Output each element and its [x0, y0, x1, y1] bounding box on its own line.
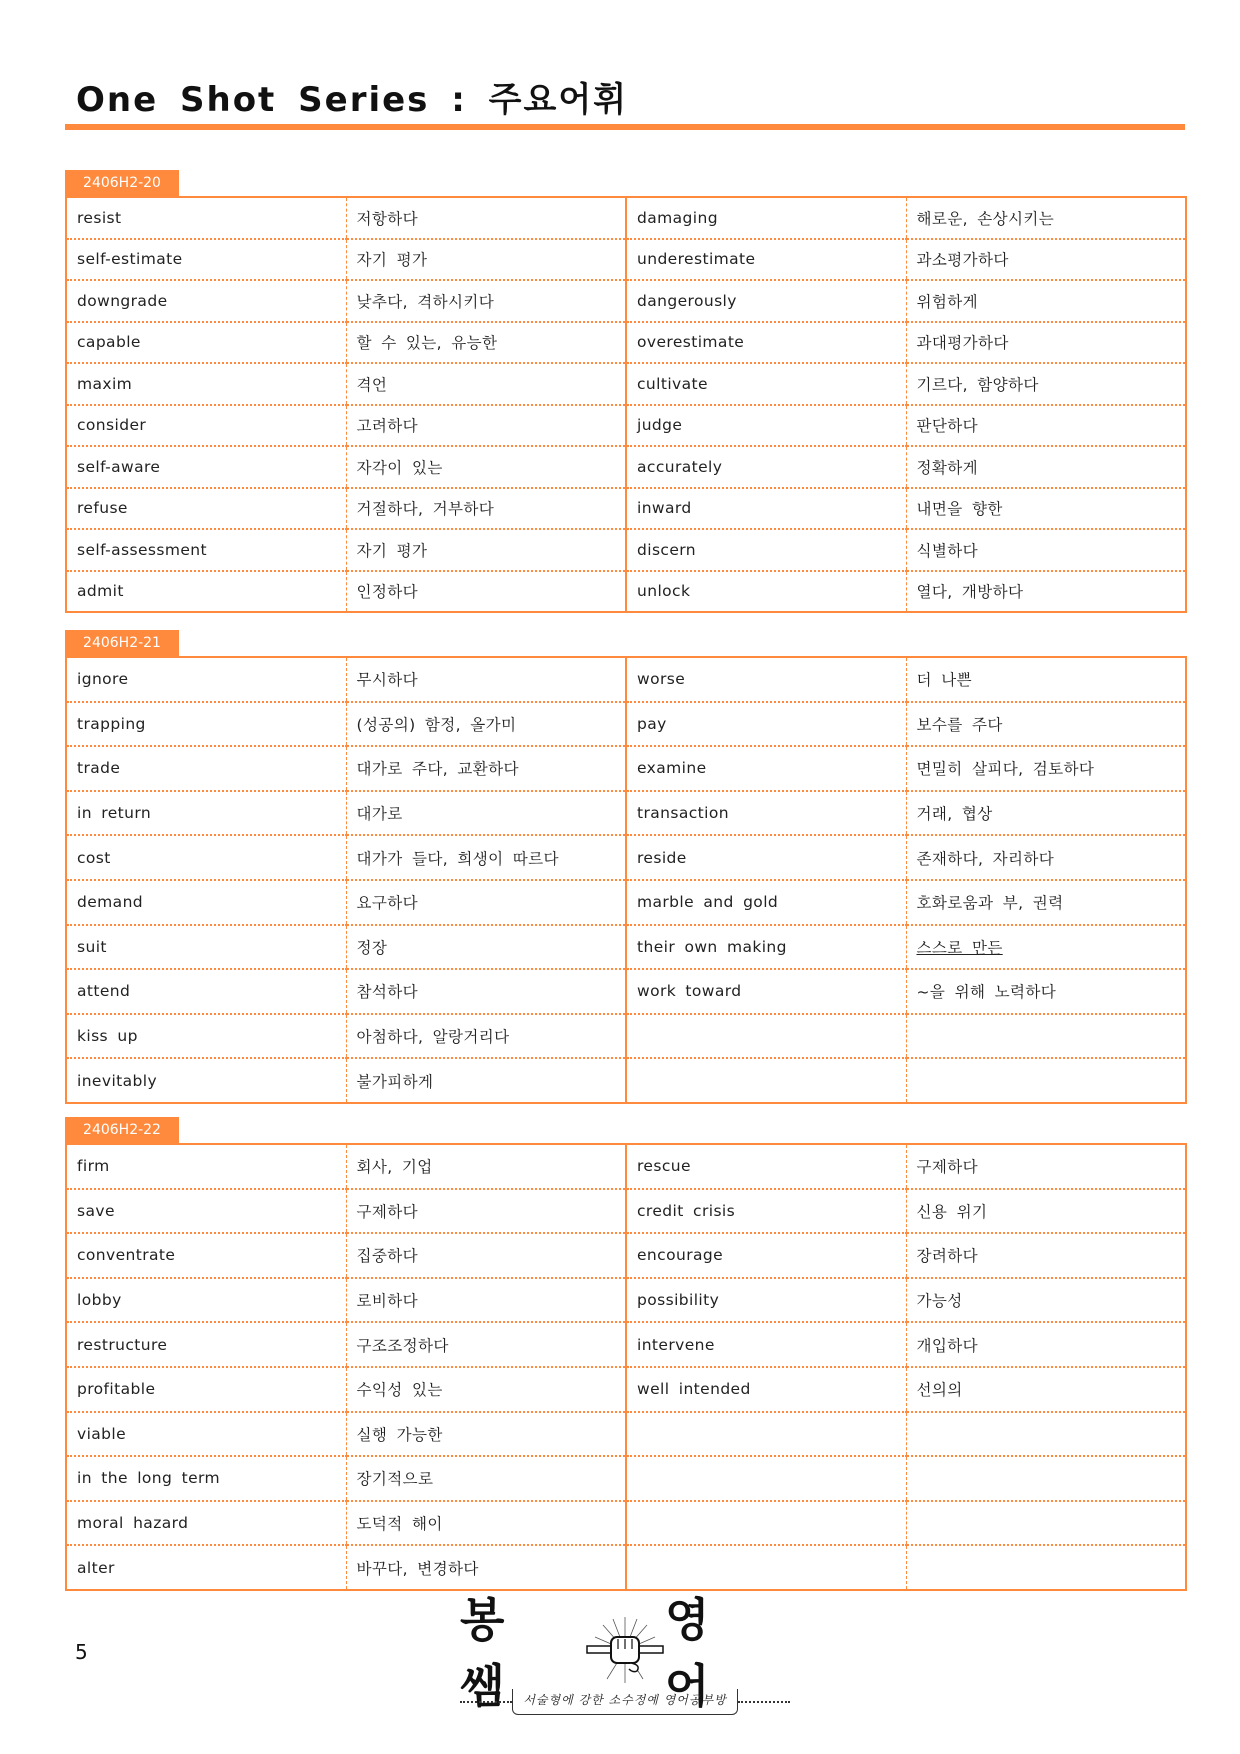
english-term: resist [66, 197, 346, 239]
korean-meaning: 로비하다 [346, 1278, 626, 1323]
table-row [66, 925, 1186, 970]
english-term: encourage [626, 1233, 906, 1278]
korean-meaning [906, 1014, 1186, 1059]
korean-meaning: 구제하다 [346, 1189, 626, 1234]
table-row [66, 1233, 1186, 1278]
korean-meaning: 가능성 [906, 1278, 1186, 1323]
korean-meaning: 할 수 있는, 유능한 [346, 322, 626, 364]
english-term: maxim [66, 363, 346, 405]
english-term: dangerously [626, 280, 906, 322]
english-term: refuse [66, 488, 346, 530]
korean-meaning: 구제하다 [906, 1144, 1186, 1189]
fist-pen-icon [585, 1615, 665, 1685]
english-term: self-estimate [66, 239, 346, 281]
english-term [626, 1412, 906, 1457]
english-term: attend [66, 969, 346, 1014]
korean-meaning: 요구하다 [346, 880, 626, 925]
english-term: suit [66, 925, 346, 970]
english-term: trade [66, 746, 346, 791]
korean-meaning: 도덕적 해이 [346, 1501, 626, 1546]
table-row [66, 405, 1186, 447]
table-row [66, 446, 1186, 488]
table-row [66, 1501, 1186, 1546]
english-term: underestimate [626, 239, 906, 281]
korean-meaning: 격언 [346, 363, 626, 405]
table-row [66, 197, 1186, 239]
vocab-section [65, 630, 1185, 1104]
english-term [626, 1058, 906, 1103]
korean-meaning [906, 1412, 1186, 1457]
english-term: cultivate [626, 363, 906, 405]
brand-logo [460, 1593, 790, 1725]
english-term: discern [626, 529, 906, 571]
english-term: in the long term [66, 1456, 346, 1501]
english-term: work toward [626, 969, 906, 1014]
korean-meaning: 식별하다 [906, 529, 1186, 571]
table-row [66, 1189, 1186, 1234]
korean-meaning: 대가로 [346, 791, 626, 836]
korean-meaning: 장기적으로 [346, 1456, 626, 1501]
korean-meaning: 더 나쁜 [906, 657, 1186, 702]
korean-meaning: 아첨하다, 알랑거리다 [346, 1014, 626, 1059]
english-term: self-assessment [66, 529, 346, 571]
english-term: save [66, 1189, 346, 1234]
english-term: downgrade [66, 280, 346, 322]
korean-meaning: 구조조정하다 [346, 1322, 626, 1367]
korean-meaning: 해로운, 손상시키는 [906, 197, 1186, 239]
table-row [66, 571, 1186, 613]
korean-meaning [906, 1501, 1186, 1546]
korean-meaning: 고려하다 [346, 405, 626, 447]
english-term: marble and gold [626, 880, 906, 925]
english-term [626, 1501, 906, 1546]
english-term [626, 1456, 906, 1501]
english-term: damaging [626, 197, 906, 239]
english-term: unlock [626, 571, 906, 613]
table-row [66, 1144, 1186, 1189]
logo-dotted-line [460, 1701, 512, 1703]
english-term: ignore [66, 657, 346, 702]
korean-meaning: 내면을 향한 [906, 488, 1186, 530]
korean-meaning: 참석하다 [346, 969, 626, 1014]
vocab-table [65, 1143, 1187, 1591]
korean-meaning: 거래, 협상 [906, 791, 1186, 836]
korean-meaning: 회사, 기업 [346, 1144, 626, 1189]
korean-meaning: 보수를 주다 [906, 702, 1186, 747]
table-row [66, 1014, 1186, 1059]
vocab-table [65, 656, 1187, 1104]
english-term: accurately [626, 446, 906, 488]
korean-meaning: 정장 [346, 925, 626, 970]
english-term: moral hazard [66, 1501, 346, 1546]
korean-meaning: 면밀히 살피다, 검토하다 [906, 746, 1186, 791]
english-term: in return [66, 791, 346, 836]
table-row [66, 835, 1186, 880]
korean-meaning: 과대평가하다 [906, 322, 1186, 364]
table-row [66, 746, 1186, 791]
english-term: alter [77, 1558, 115, 1577]
korean-meaning: 판단하다 [906, 405, 1186, 447]
english-term: transaction [626, 791, 906, 836]
english-term: credit crisis [626, 1189, 906, 1234]
table-row [66, 969, 1186, 1014]
table-row [66, 488, 1186, 530]
english-term: admit [77, 582, 124, 601]
korean-meaning: ~을 위해 노력하다 [906, 969, 1186, 1014]
vocab-section [65, 1117, 1185, 1591]
korean-meaning [906, 1058, 1186, 1103]
table-row [66, 529, 1186, 571]
english-term: possibility [626, 1278, 906, 1323]
table-row [66, 322, 1186, 364]
section-tab: 2406H2-21 [65, 630, 179, 656]
english-term: conventrate [66, 1233, 346, 1278]
korean-meaning: 바꾸다, 변경하다 [346, 1545, 626, 1590]
english-term: their own making [626, 925, 906, 970]
section-tab: 2406H2-20 [65, 170, 179, 196]
logo-right-text: 영 어 [665, 1593, 720, 1713]
english-term: restructure [66, 1322, 346, 1367]
english-term: judge [626, 405, 906, 447]
english-term: demand [66, 880, 346, 925]
title-divider [65, 124, 1185, 130]
korean-meaning: 기르다, 함양하다 [906, 363, 1186, 405]
korean-meaning: 선의의 [906, 1367, 1186, 1412]
korean-meaning: 열다, 개방하다 [906, 571, 1186, 613]
korean-meaning: 저항하다 [346, 197, 626, 239]
table-row [66, 1456, 1186, 1501]
english-term: inevitably [77, 1071, 158, 1090]
english-term: cost [66, 835, 346, 880]
english-term: worse [626, 657, 906, 702]
table-row [66, 1322, 1186, 1367]
english-term: well intended [626, 1367, 906, 1412]
english-term: rescue [626, 1144, 906, 1189]
korean-meaning: 낮추다, 격하시키다 [346, 280, 626, 322]
korean-meaning: 존재하다, 자리하다 [906, 835, 1186, 880]
table-row [66, 657, 1186, 702]
page-title: One Shot Series : 주요어휘 [76, 80, 629, 120]
korean-meaning: 거절하다, 거부하다 [346, 488, 626, 530]
korean-meaning: 무시하다 [346, 657, 626, 702]
korean-meaning: 호화로움과 부, 권력 [906, 880, 1186, 925]
english-term: firm [66, 1144, 346, 1189]
table-row [66, 280, 1186, 322]
korean-meaning: 자기 평가 [346, 239, 626, 281]
korean-meaning: 장려하다 [906, 1233, 1186, 1278]
korean-meaning: 대가로 주다, 교환하다 [346, 746, 626, 791]
table-row [66, 1367, 1186, 1412]
english-term: pay [626, 702, 906, 747]
table-row [66, 702, 1186, 747]
table-row [66, 1412, 1186, 1457]
table-row [66, 1545, 1186, 1590]
table-row [66, 239, 1186, 281]
english-term: examine [626, 746, 906, 791]
logo-dotted-line [738, 1701, 790, 1703]
korean-meaning [906, 1456, 1186, 1501]
english-term: reside [626, 835, 906, 880]
english-term: trapping [66, 702, 346, 747]
vocab-section [65, 170, 1185, 613]
english-term: intervene [626, 1322, 906, 1367]
english-term: profitable [66, 1367, 346, 1412]
table-row [66, 1278, 1186, 1323]
korean-meaning: 스스로 만든 [906, 925, 1186, 970]
vocab-table [65, 196, 1187, 613]
korean-meaning: 집중하다 [346, 1233, 626, 1278]
korean-meaning: 위험하게 [906, 280, 1186, 322]
korean-meaning: 개입하다 [906, 1322, 1186, 1367]
korean-meaning: 인정하다 [346, 571, 626, 613]
english-term: self-aware [66, 446, 346, 488]
english-term: kiss up [66, 1014, 346, 1059]
korean-meaning: 실행 가능한 [346, 1412, 626, 1457]
page-number: 5 [75, 1640, 88, 1664]
table-row [66, 791, 1186, 836]
english-term: inward [626, 488, 906, 530]
korean-meaning: 과소평가하다 [906, 239, 1186, 281]
table-row [66, 1058, 1186, 1103]
english-term: consider [66, 405, 346, 447]
korean-meaning: 자각이 있는 [346, 446, 626, 488]
korean-meaning: 대가가 들다, 희생이 따르다 [346, 835, 626, 880]
korean-meaning [906, 1545, 1186, 1590]
english-term: viable [66, 1412, 346, 1457]
korean-meaning: 자기 평가 [346, 529, 626, 571]
korean-meaning: 불가피하게 [346, 1058, 626, 1103]
english-term [626, 1014, 906, 1059]
table-row [66, 880, 1186, 925]
korean-meaning: 수익성 있는 [346, 1367, 626, 1412]
table-row [66, 363, 1186, 405]
korean-meaning: 신용 위기 [906, 1189, 1186, 1234]
logo-left-text: 봉 쌤 [460, 1593, 515, 1713]
english-term: overestimate [626, 322, 906, 364]
korean-meaning: 정확하게 [906, 446, 1186, 488]
logo-tagline: 서술형에 강한 소수정예 영어공부방 [512, 1689, 737, 1715]
section-tab: 2406H2-22 [65, 1117, 179, 1143]
english-term: lobby [66, 1278, 346, 1323]
korean-meaning: (성공의) 함정, 올가미 [346, 702, 626, 747]
english-term: capable [66, 322, 346, 364]
